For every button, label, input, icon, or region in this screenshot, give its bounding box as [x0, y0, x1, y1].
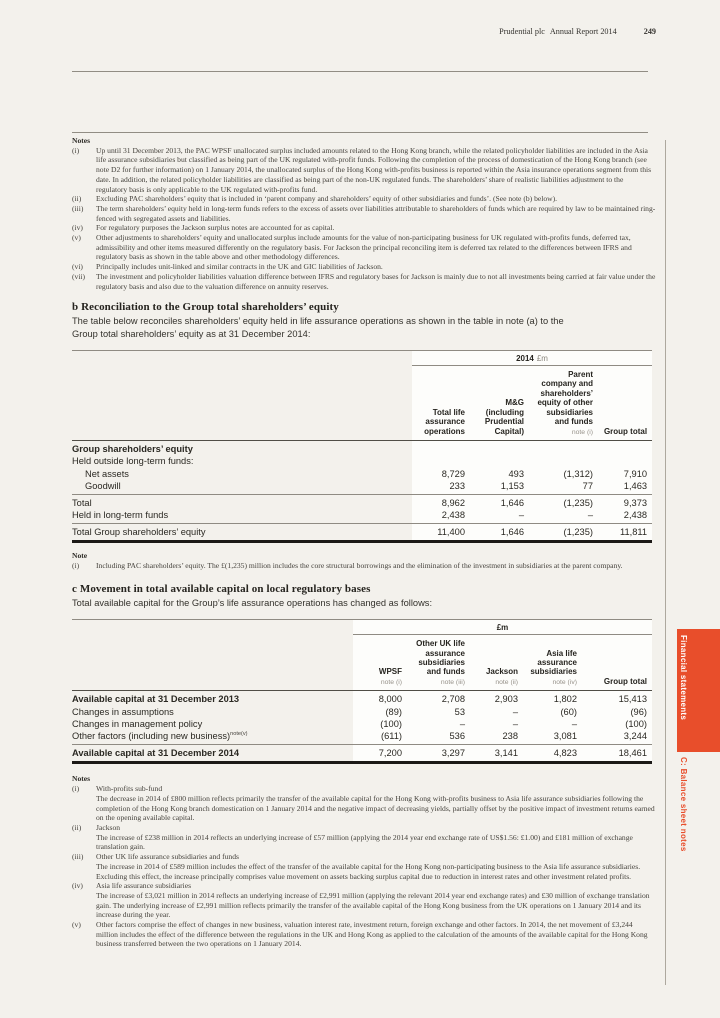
table-row: [72, 718, 652, 730]
column-label: Group total: [603, 676, 647, 686]
row-label: Total Group shareholders’ equity: [72, 524, 412, 542]
note-item: [72, 146, 656, 195]
table-row: [72, 509, 652, 524]
note-text: Principally includes unit-linked and similar contracts in the UK and GIC liabilities of Jackson.: [96, 262, 383, 272]
cell: –: [529, 509, 598, 524]
cell: 7,910: [598, 467, 652, 479]
note-label: (iii): [72, 203, 84, 213]
note-body: The increase of £238 million in 2014 reflects an underlying increase of £57 million (applying the 2014 year end exchange rate of US$1.56: £1.00) and £181 million of exchange translation gain.: [96, 832, 633, 852]
section-c-heading: c Movement in total available capital on local regulatory bases: [72, 582, 371, 595]
divider: [72, 132, 648, 133]
note-text: Including PAC shareholders’ equity. The £(1,235) million includes the core structural borrowings and the elimination of the investment in subsidiaries at the parent company.: [96, 561, 623, 571]
cell: 1,646: [470, 495, 529, 510]
cell: (1,312): [529, 467, 598, 479]
column-header: [523, 635, 582, 691]
cell: 238: [470, 730, 523, 745]
cell: –: [407, 718, 470, 730]
row-label: Changes in management policy: [72, 719, 203, 729]
cell: [412, 455, 470, 467]
column-label: Parent company and shareholders’ equity of other subsidiaries and funds: [537, 370, 593, 427]
table-column-headers: [72, 635, 652, 691]
cell: (89): [353, 705, 407, 717]
report-subtitle: Annual Report 2014: [549, 27, 617, 36]
column-label: WPSF: [378, 667, 402, 677]
cell: 1,463: [598, 480, 652, 495]
row-label: [72, 730, 353, 745]
note-text: [96, 920, 656, 949]
cell: (60): [523, 705, 582, 717]
column-header: [529, 366, 598, 441]
divider: [665, 140, 666, 985]
column-header: [412, 366, 470, 441]
note-item: [72, 920, 656, 949]
note-item: [72, 204, 656, 223]
table-year-row: [72, 620, 652, 635]
column-note: note (iii): [440, 678, 465, 686]
table-total-row: [72, 745, 652, 763]
note-label: (i): [72, 145, 80, 155]
row-label: Available capital at 31 December 2013: [72, 694, 240, 705]
note-item: [72, 233, 656, 262]
cell: 1,646: [470, 524, 529, 542]
note-heading: Note: [72, 551, 88, 561]
column-header: [353, 635, 407, 691]
cell: 536: [407, 730, 470, 745]
table-row: [72, 455, 652, 467]
cell: 15,413: [582, 691, 652, 706]
unit-label: £m: [536, 354, 548, 364]
note-text: [96, 823, 656, 852]
note-title: Asia life assurance subsidiaries: [96, 881, 192, 891]
column-note: note (i): [380, 678, 402, 686]
column-note: [600, 436, 647, 437]
column-note: note (ii): [495, 678, 518, 686]
column-header: [598, 366, 652, 441]
cell: (100): [582, 718, 652, 730]
year-header: [412, 351, 652, 366]
column-label: Other UK life assurance subsidiaries and funds: [416, 639, 465, 677]
cell: [598, 440, 652, 455]
note-item: [72, 852, 656, 881]
cell: 77: [529, 480, 598, 495]
cell: 1,153: [470, 480, 529, 495]
cell: 8,729: [412, 467, 470, 479]
row-label: Available capital at 31 December 2014: [72, 745, 353, 763]
note-label: (vii): [72, 271, 86, 281]
cell: 3,244: [582, 730, 652, 745]
cell: 3,297: [407, 745, 470, 763]
page-header: [72, 0, 656, 36]
row-label: Changes in assumptions: [72, 706, 174, 717]
cell: –: [470, 509, 529, 524]
top-notes: [72, 136, 656, 291]
table-row: [72, 730, 652, 745]
cell: [470, 440, 529, 455]
row-label: Total: [72, 498, 92, 509]
report-title: Prudential plc: [499, 27, 545, 36]
section-tab-financial-statements: [677, 629, 720, 752]
year-label: 2014: [516, 354, 534, 364]
note-label: (ii): [72, 822, 82, 832]
reconciliation-table: [72, 350, 652, 543]
note-item: [72, 823, 656, 852]
column-note: [472, 436, 524, 437]
column-label: Asia life assurance subsidiaries: [530, 648, 577, 677]
note-title: Other UK life assurance subsidiaries and funds: [96, 852, 239, 862]
cell: [412, 440, 470, 455]
row-label-text: Other factors (including new business): [72, 731, 231, 742]
table-total-row: [72, 524, 652, 542]
table-year-row: [72, 351, 652, 366]
cell: 2,903: [470, 691, 523, 706]
cell: 18,461: [582, 745, 652, 763]
cell: (96): [582, 705, 652, 717]
table-row: [72, 705, 652, 717]
row-label: Held in long-term funds: [72, 509, 412, 524]
note-label: (ii): [72, 194, 82, 204]
cell: (100): [353, 718, 407, 730]
page-number: 249: [643, 27, 656, 36]
section-b-intro: The table below reconciles shareholders’ equity held in life assurance operations as shown in the table in note (a) to the Group total shareholders’ equity as at 31 December 2014:: [72, 316, 564, 339]
note-body: The increase of £3,021 million in 2014 reflects an underlying increase of £2,991 million (applying the relevant 2014 year end exchange rates) and £30 million of exchange translation gain. The underlying increase of £2,991 million reflects primarily the transfer of the available capital of the Hong Kong business from the UK operations on 1 January 2014 and its increase during the year.: [96, 890, 650, 920]
cell: [529, 455, 598, 467]
section-b-heading: b Reconciliation to the Group total shareholders’ equity: [72, 301, 339, 314]
table-row: [72, 691, 652, 706]
cell: (1,235): [529, 524, 598, 542]
note-body: The decrease in 2014 of £800 million reflects primarily the transfer of the available capital for the Hong Kong with-profits business to Asia life assurance subsidiaries following the completion of the Hong Kong branch domestication on 1 January 2014 and the negative impact of decreasing yields, partially offset by the positive impact of investment returns earned on the opening available capital.: [96, 793, 655, 823]
column-header: [407, 635, 470, 691]
note-label: (iii): [72, 852, 84, 862]
column-note: [414, 436, 465, 437]
table-row: [72, 467, 652, 479]
cell: 2,438: [412, 509, 470, 524]
column-note: [584, 686, 647, 687]
cell: –: [523, 718, 582, 730]
column-label: Jackson: [485, 667, 518, 677]
note-text: Excluding PAC shareholders’ equity that is included in ‘parent company and shareholders’ equity of other subsidiaries and funds’. (See note (b) below).: [96, 194, 558, 204]
cell: 53: [407, 705, 470, 717]
note-label: (i): [72, 561, 80, 571]
bottom-notes: [72, 774, 656, 949]
row-label: Held outside long-term funds:: [72, 456, 194, 467]
note-title: With-profits sub-fund: [96, 784, 163, 794]
column-header: [582, 635, 652, 691]
note-text: Other adjustments to shareholders’ equity and unallocated surplus include amounts for the value of non-participating business for UK regulated with-profits funds, deferred tax, admissibility and other items measured differently on the regulatory basis. For Jackson the principal reconciling item is deferred tax related to the differences between IFRS and regulatory basis as shown in the table above and other methodology differences.: [96, 233, 632, 262]
cell: 4,823: [523, 745, 582, 763]
note-label: (v): [72, 920, 81, 930]
unit-label: £m: [496, 623, 509, 633]
note-item: [72, 561, 656, 571]
note-label: (v): [72, 233, 81, 243]
cell: 233: [412, 480, 470, 495]
cell: (1,235): [529, 495, 598, 510]
cell: –: [470, 705, 523, 717]
cell: 2,438: [598, 509, 652, 524]
cell: 11,400: [412, 524, 470, 542]
note-label: (vi): [72, 262, 83, 272]
note-label: (iv): [72, 881, 83, 891]
row-label: Group shareholders’ equity: [72, 443, 193, 454]
column-note: note (i): [571, 428, 593, 436]
notes-heading: Notes: [72, 774, 91, 784]
column-header: [470, 366, 529, 441]
note-item: [72, 223, 656, 233]
note-item: [72, 194, 656, 204]
cell: 2,708: [407, 691, 470, 706]
note-label: (i): [72, 784, 80, 794]
cell: 11,811: [598, 524, 652, 542]
section-c-intro: Total available capital for the Group’s life assurance operations has changed as follows:: [72, 597, 433, 608]
notes-heading: Notes: [72, 136, 91, 145]
note-text: For regulatory purposes the Jackson surplus notes are accounted for as capital.: [96, 223, 335, 233]
column-label: M&G (including Prudential Capital): [484, 398, 524, 436]
cell: 493: [470, 467, 529, 479]
section-tab-balance-sheet-notes: C: Balance sheet notes: [679, 757, 688, 852]
unit-header: [353, 620, 652, 635]
note-item: [72, 262, 656, 272]
cell: 1,802: [523, 691, 582, 706]
note-text: Up until 31 December 2013, the PAC WPSF unallocated surplus included amounts related to the Hong Kong branch, while the related policyholder liabilities are included in the Asia life assurance subsidiaries but classified as being part of the UK regulated with-profit funds. Following the completion of the process of domestication of the Hong Kong branch (see note D2 for further information) on 1 January 2014, the unallocated surplus of the Hong Kong with-profits business is reported within the Asia insurance operations segment from this date. In addition, the related policyholder liabilities are classified as being part of the non-UK regulated funds. The shareholders’ share of realistic liabilities adjustment to the regulatory basis is only applicable to the UK regulated with-profits fund.: [96, 145, 652, 194]
row-label: Net assets: [85, 468, 129, 479]
note-body: The increase in 2014 of £589 million includes the effect of the transfer of the available capital for the Hong Kong non-participating business to the Asia life assurance subsidiaries. Excluding this effect, the increase principally comprises value movement on assets backing surplus capital due to reduction in interest rates and other investment related profits.: [96, 861, 641, 881]
note-item: [72, 784, 656, 823]
row-label: Goodwill: [72, 480, 412, 495]
note-item: [72, 272, 656, 291]
cell: [598, 455, 652, 467]
table-row: [72, 495, 652, 510]
divider: [72, 71, 648, 72]
note-text: [96, 784, 656, 823]
column-label: Total life assurance operations: [424, 407, 465, 436]
cell: –: [470, 718, 523, 730]
note-title: Jackson: [96, 822, 121, 832]
table-row: [72, 440, 652, 455]
note-item: [72, 881, 656, 920]
row-label-note: note(v): [230, 731, 248, 738]
note-text: [96, 881, 656, 920]
cell: 7,200: [353, 745, 407, 763]
cell: 8,000: [353, 691, 407, 706]
table-row: [72, 480, 652, 495]
note-body: Other factors comprise the effect of changes in new business, valuation interest rate, investment return, foreign exchange and other factors. In 2014, the net movement of £3,244 million includes the effect of the difference between the regulations in the UK and Hong Kong as applied to the calculation of the amounts of the available capital for the Hong Kong business transferred between the two operations on 1 January 2014.: [96, 920, 648, 949]
cell: [470, 455, 529, 467]
column-header: [470, 635, 523, 691]
section-tab-label: Financial statements: [679, 635, 688, 721]
note-text: The investment and policyholder liabilities valuation difference between IFRS and regulatory bases for Jackson is mainly due to not all investments being carried at fair value under the regulatory basis and also due to the valuation difference on annuity reserves.: [96, 271, 656, 291]
cell: (611): [353, 730, 407, 745]
table-b-note: [72, 551, 656, 570]
note-text: [96, 852, 656, 881]
note-text: The term shareholders’ equity held in long-term funds refers to the excess of assets over liabilities attributable to shareholders of funds which are required by law to be maintained ring-fenced with segregated assets and liabilities.: [96, 203, 656, 223]
column-note: note (iv): [552, 678, 577, 686]
cell: 8,962: [412, 495, 470, 510]
cell: 9,373: [598, 495, 652, 510]
cell: [529, 440, 598, 455]
capital-movement-table: [72, 619, 652, 764]
note-label: (iv): [72, 223, 83, 233]
column-label: Group total: [603, 426, 648, 436]
table-column-headers: [72, 366, 652, 441]
cell: 3,081: [523, 730, 582, 745]
cell: 3,141: [470, 745, 523, 763]
